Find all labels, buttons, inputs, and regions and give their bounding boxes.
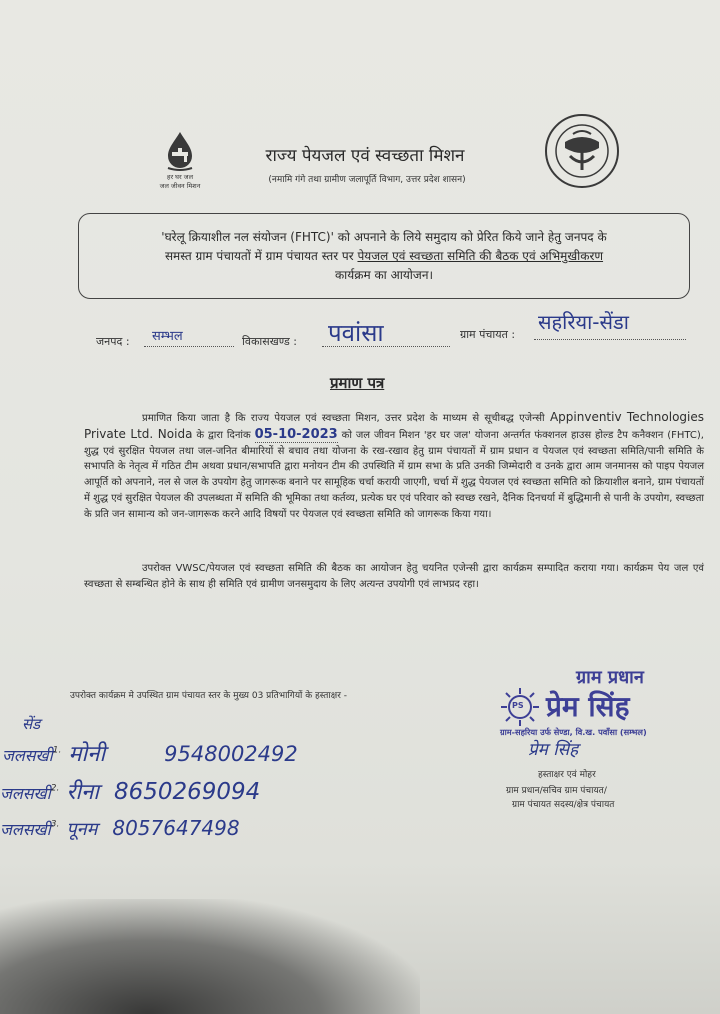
p1-text-c: को जल जीवन मिशन 'हर घर जल' योजना अन्तर्गत फंक्शनल हाउस होल्ड टैप कनैक्शन (FHTC), शुद्ध एवं सुरक्षित पेयजल तथा जल-जनित बीमारियों से बचाव तथा योजना के रख-रखाव हेतु ग्राम पंचायतों में ग्राम प्रधान व पेयजल एवं स्वच्छता समिति/पानी समिति के सभापति के नेतृत्व में गठित टीम अथवा प्रधान/सभापति द्वारा मनोयन टीम की उपस्थिति में ग्राम सभा के प्रति उनकी जिम्मेदारी व उनके द्वारा आम जनमानस को पाइप पेयजल आपूर्ति को अपनाने, नल से जल के उपयोग हेतु जागरूक बनाने पर सामूहिक चर्चा करायी जाएगी, चर्चा में शुद्ध पेयजल एवं स्वच्छता समिति को क्रियाशील बनाने, ग्राम पंचायतों में शुद्ध एवं सुरक्षित पेयजल की उपलब्धता में समिति की भूमिका तथा कर्तव्य, प्रत्येक घर एवं परिवार को स्वच्छ रखने, दैनिक दिनचर्या में बुद्धिमानी से पानी के उपयोग, स्वच्छता के प्रति जन सामान्य को जन-जागरूक करने आदि विषयों पर पेयजल एवं स्वच्छता समिति को जागरूक किया गया। [84,429,704,520]
badge-initials: PS [512,701,524,710]
box-line-2a: समस्त ग्राम पंचायतों में ग्राम पंचायत स्तर पर [164,249,358,263]
participant-3-name: पूनम [66,819,98,840]
gp-value: सहरिया-सेंडा [538,310,629,334]
water-drop-tap-icon [160,130,200,172]
participant-1-name: मोनी [68,742,106,767]
program-title-box [78,213,690,299]
participant-row-3 [0,816,240,841]
participant-3-phone: 8057647498 [112,816,240,840]
box-line-2 [89,247,679,266]
participant-3-number: 3. [50,819,60,830]
participant-1-above: सेंड [22,715,41,733]
header-subtitle: (नमामि गंगे तथा ग्रामीण जलापूर्ति विभाग, उत्तर प्रदेश शासन) [268,175,466,185]
signature-label: हस्ताक्षर एवं मोहर [538,770,596,780]
box-line-2b: पेयजल एवं स्वच्छता समिति की बैठक एवं अभिमुखीकरण [357,249,604,263]
participant-2-prefix: जलसखी [0,784,51,803]
participant-row-1 [2,738,298,768]
logo-caption-1: हर घर जल [167,173,193,181]
box-line-3: कार्यक्रम का आयोजन। [334,268,434,282]
participant-3-prefix: जलसखी [0,820,51,839]
stamp-name: प्रेम सिंह [546,690,630,723]
state-emblem-icon [543,112,621,190]
p1-agency-1: Appinventiv [549,410,622,424]
jal-jeevan-mission-logo [150,130,210,190]
participants-intro: उपरोक्त कार्यक्रम मे उपस्थित ग्राम पंचायत स्तर के मुख्य 03 प्रतिभागियों के हस्ताक्षर - [70,691,347,701]
district-label: जनपद : [96,335,130,348]
participant-1-phone: 9548002492 [164,742,298,766]
district-value: सम्भल [152,329,183,344]
stamp-designation: ग्राम प्रधान [576,667,644,688]
location-fields [96,310,696,360]
participant-2-number: 2. [50,783,60,794]
participant-1-number: 1. [52,745,62,756]
stamp-badge [500,687,540,731]
logo-caption-2: जल जीवन मिशन [159,182,201,190]
participant-row-2 [0,776,260,806]
certificate-paragraph-2: उपरोक्त VWSC/पेयजल एवं स्वच्छता समिति की बैठक का आयोजन हेतु चयनित एजेन्सी द्वारा कार्यक्रम सम्पादित कराया गया। कार्यक्रम पेय जल एवं स्वच्छता से सम्बन्धित होने के साथ ही समिति एवं ग्रामीण जनसमुदाय के लिए अत्यन्त उपयोगी एवं लाभप्रद रहा। [84,563,704,590]
signatory-options-2: ग्राम पंचायत सदस्य/क्षेत्र पंचायत [512,800,615,810]
signatory-options-1: ग्राम प्रधान/सचिव ग्राम पंचायत/ [506,786,607,796]
participant-2-phone: 8650269094 [113,779,261,805]
photo-shadow [0,899,420,1014]
up-government-seal [543,112,621,194]
certificate-title: प्रमाण पत्र [330,374,385,392]
certificate-paragraph-1 [84,410,704,523]
program-date: 05-10-2023 [254,426,338,442]
p1-text-b: के द्वारा दिनांक [192,429,255,441]
box-line-1: 'घरेलू क्रियाशील नल संयोजन (FHTC)' को अपनाने के लिये समुदाय को प्रेरित किये जाने हेतु जनपद के [161,230,607,244]
gp-label: ग्राम पंचायत : [460,328,516,341]
stamp-address: ग्राम-सहरिया उर्फ सेण्डा, वि.ख. पवाँसा (सम्भल) [500,727,647,737]
participant-2-name: रीना [66,780,99,805]
p1-text-a: प्रमाणित किया जाता है कि राज्य पेयजल एवं स्वच्छता मिशन, उत्तर प्रदेश के माध्यम से सूचीबद्ध एजेन्सी [142,413,550,424]
block-label: विकासखण्ड : [242,335,298,348]
p1-agency-2: Technologies Private Ltd. Noida [84,410,704,441]
block-value: पवांसा [328,319,384,347]
handwritten-signature: प्रेम सिंह [528,740,579,760]
header-title: राज्य पेयजल एवं स्वच्छता मिशन [265,146,465,166]
participant-1-prefix: जलसखी [2,746,53,765]
